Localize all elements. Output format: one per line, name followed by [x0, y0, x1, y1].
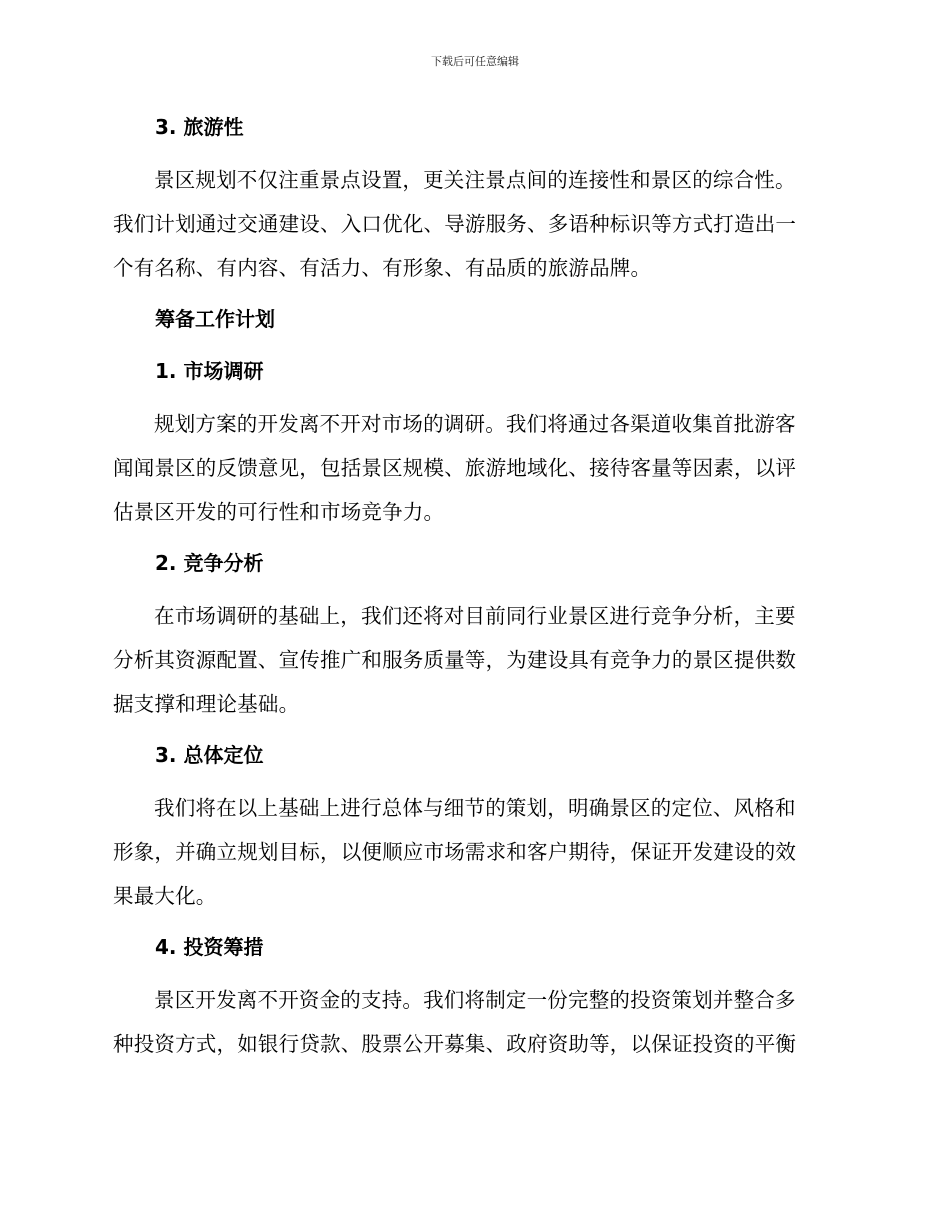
paragraph-line: 规划方案的开发离不开对市场的调研。我们将通过各渠道收集首批游客: [154, 412, 796, 436]
paragraph-line: 景区开发离不开资金的支持。我们将制定一份完整的投资策划并整合多: [154, 988, 796, 1012]
paragraph-line: 果最大化。: [113, 884, 217, 908]
page-header: 下载后可任意编辑: [431, 55, 519, 68]
paragraph-line: 种投资方式，如银行贷款、股票公开募集、政府资助等，以保证投资的平衡: [113, 1032, 797, 1056]
paragraph-line: 在市场调研的基础上，我们还将对目前同行业景区进行竞争分析，主要: [154, 604, 796, 628]
paragraph-line: 闻闻景区的反馈意见，包括景区规模、旅游地域化、接待客量等因素，以评: [113, 456, 797, 480]
paragraph-line: 景区规划不仅注重景点设置，更关注景点间的连接性和景区的综合性。: [154, 168, 796, 192]
paragraph-overall-positioning: [113, 786, 835, 918]
paragraph-market-research: [113, 402, 835, 534]
paragraph-tourism: [113, 158, 835, 290]
heading-market-research: 1. 市场调研: [155, 359, 264, 383]
paragraph-line: 我们计划通过交通建设、入口优化、导游服务、多语种标识等方式打造出一: [113, 212, 797, 236]
document-body: [113, 106, 835, 1066]
heading-competition-analysis: 2. 竞争分析: [155, 551, 264, 575]
paragraph-line: 个有名称、有内容、有活力、有形象、有品质的旅游品牌。: [113, 256, 652, 280]
heading-overall-positioning: 3. 总体定位: [155, 743, 264, 767]
paragraph-line: 据支撑和理论基础。: [113, 692, 300, 716]
paragraph-line: 形象，并确立规划目标，以便顺应市场需求和客户期待，保证开发建设的效: [113, 840, 797, 864]
paragraph-line: 我们将在以上基础上进行总体与细节的策划，明确景区的定位、风格和: [154, 796, 796, 820]
paragraph-line: 分析其资源配置、宣传推广和服务质量等，为建设具有竞争力的景区提供数: [113, 648, 797, 672]
paragraph-competition-analysis: [113, 594, 835, 726]
paragraph-investment-financing: [113, 978, 835, 1066]
heading-investment-financing: 4. 投资筹措: [155, 935, 264, 959]
heading-tourism: 3. 旅游性: [155, 115, 244, 139]
heading-preparation-plan: 筹备工作计划: [155, 307, 275, 331]
paragraph-line: 估景区开发的可行性和市场竞争力。: [113, 500, 445, 524]
